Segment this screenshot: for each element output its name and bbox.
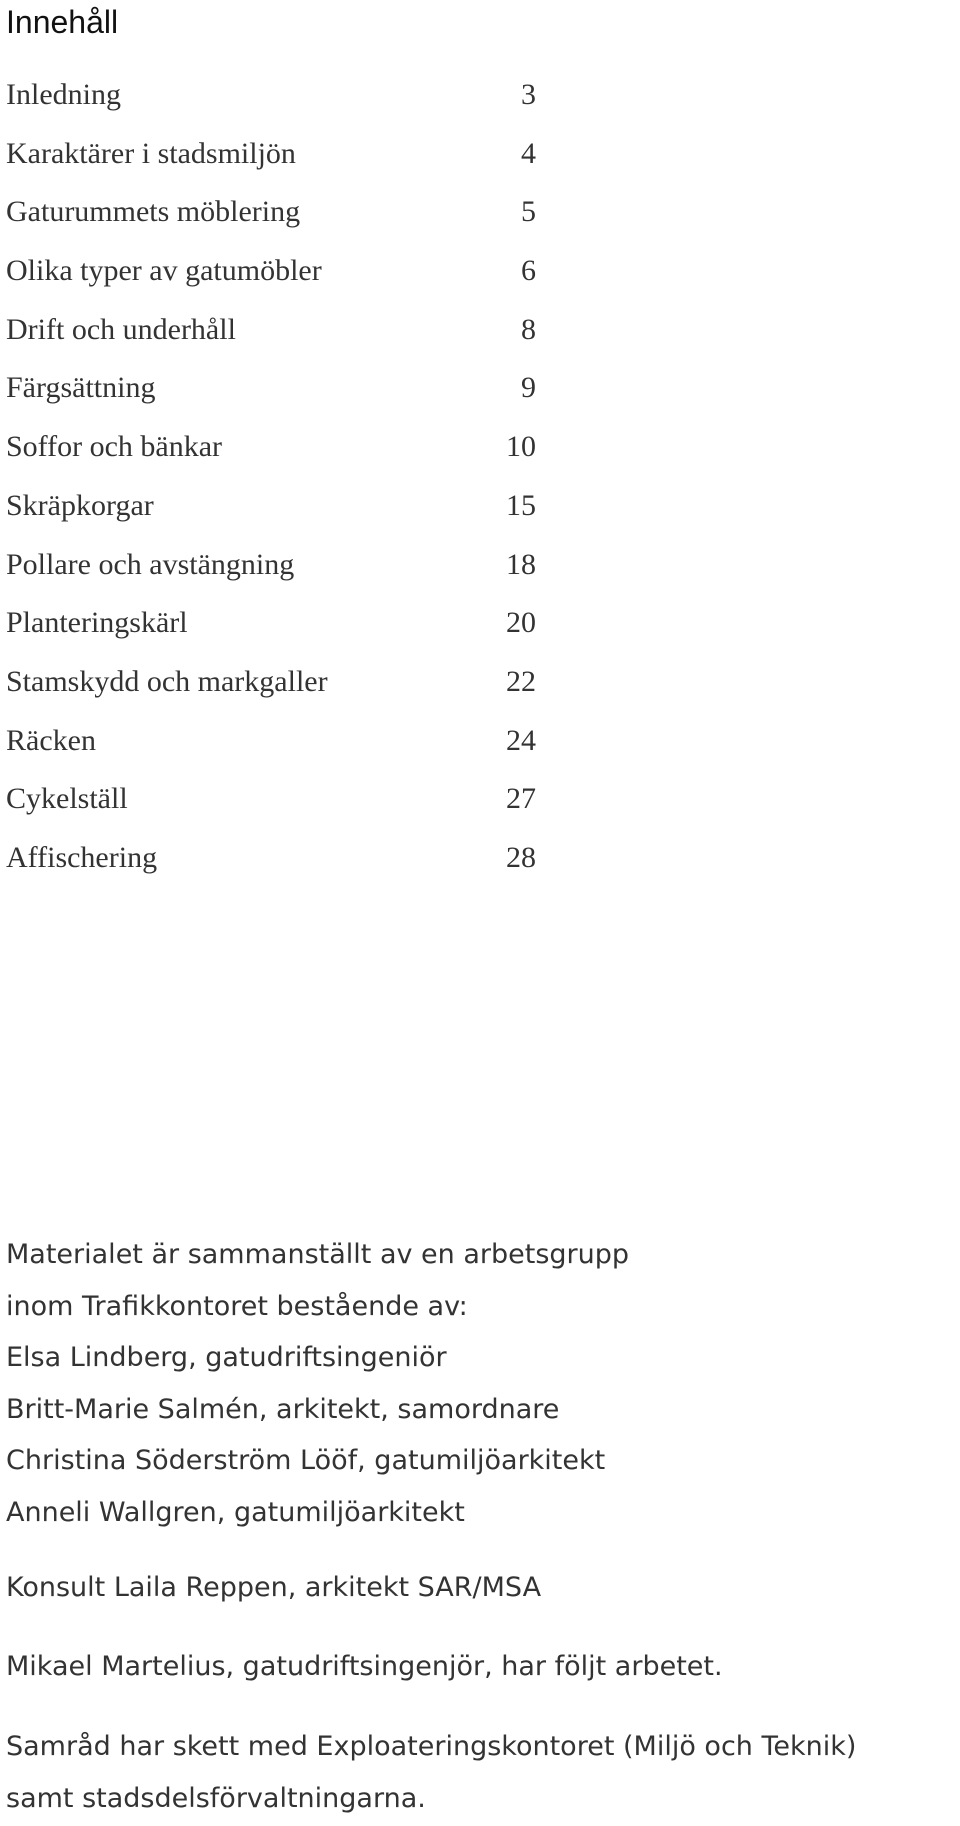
credits-section [6, 1229, 956, 1814]
credit-line: Samråd har skett med Exploateringskontoret (Miljö och Teknik) [6, 1731, 857, 1762]
toc-entry-title: Affischering [6, 840, 158, 874]
toc-entry-page: 4 [521, 136, 536, 170]
consultant-paragraph [6, 1562, 541, 1614]
toc-entry-page: 24 [506, 723, 536, 757]
toc-entry[interactable] [6, 301, 536, 360]
toc-entry-title: Färgsättning [6, 371, 156, 405]
toc-entry-title: Planteringskärl [6, 606, 188, 640]
toc-entry[interactable] [6, 536, 536, 595]
toc-entry-page: 15 [506, 488, 536, 522]
toc-entry-title: Räcken [6, 723, 96, 757]
toc-entry-title: Inledning [6, 78, 121, 111]
toc-entry-page: 6 [521, 254, 536, 288]
credit-line: samt stadsdelsförvaltningarna. [6, 1782, 426, 1814]
toc-entry-title: Olika typer av gatumöbler [6, 254, 322, 288]
toc-entry-page: 9 [521, 371, 536, 405]
toc-entry[interactable] [6, 477, 536, 536]
table-of-contents [6, 66, 536, 888]
credit-line: Britt-Marie Salmén, arkitekt, samordnare [6, 1393, 560, 1425]
credit-line: Materialet är sammanställt av en arbetsgrupp [6, 1239, 630, 1270]
toc-entry[interactable] [6, 712, 536, 771]
toc-entry-title: Gaturummets möblering [6, 195, 301, 229]
toc-entry-page: 5 [521, 195, 536, 229]
credit-line: Christina Söderström Lööf, gatumiljöarkitekt [6, 1445, 606, 1476]
toc-entry-page: 27 [506, 782, 536, 816]
consultation-paragraph [6, 1721, 856, 1824]
toc-entry[interactable] [6, 66, 536, 125]
toc-entry[interactable] [6, 359, 536, 418]
toc-entry-title: Soffor och bänkar [6, 430, 223, 464]
toc-entry-title: Skräpkorgar [6, 488, 154, 522]
toc-entry[interactable] [6, 829, 536, 888]
credit-line: Konsult Laila Reppen, arkitekt SAR/MSA [6, 1572, 542, 1603]
page-title: Innehåll [6, 4, 119, 40]
toc-entry-title: Pollare och avstängning [6, 547, 295, 581]
toc-entry-page: 8 [521, 312, 536, 346]
toc-entry[interactable] [6, 125, 536, 184]
toc-entry-page: 28 [506, 840, 536, 874]
toc-entry[interactable] [6, 242, 536, 301]
toc-entry-title: Karaktärer i stadsmiljön [6, 136, 296, 170]
toc-entry-page: 22 [506, 664, 536, 698]
toc-entry-title: Stamskydd och markgaller [6, 664, 328, 698]
credit-line: Anneli Wallgren, gatumiljöarkitekt [6, 1496, 465, 1528]
toc-entry-page: 3 [521, 78, 536, 111]
credit-line: Mikael Martelius, gatudriftsingenjör, har följt arbetet. [6, 1651, 723, 1682]
credit-line: Elsa Lindberg, gatudriftsingeniör [6, 1342, 447, 1373]
toc-entry[interactable] [6, 594, 536, 653]
toc-entry-title: Cykelställ [6, 782, 128, 816]
toc-entry[interactable] [6, 183, 536, 242]
working-group-paragraph [6, 1229, 956, 1538]
followed-by-paragraph [6, 1641, 723, 1693]
toc-entry[interactable] [6, 418, 536, 477]
toc-entry-page: 20 [506, 606, 536, 640]
toc-entry[interactable] [6, 770, 536, 829]
toc-entry-page: 18 [506, 547, 536, 581]
toc-entry-page: 10 [506, 430, 536, 464]
toc-entry-title: Drift och underhåll [6, 312, 236, 346]
credit-line: inom Trafikkontoret bestående av: [6, 1290, 468, 1322]
toc-entry[interactable] [6, 653, 536, 712]
